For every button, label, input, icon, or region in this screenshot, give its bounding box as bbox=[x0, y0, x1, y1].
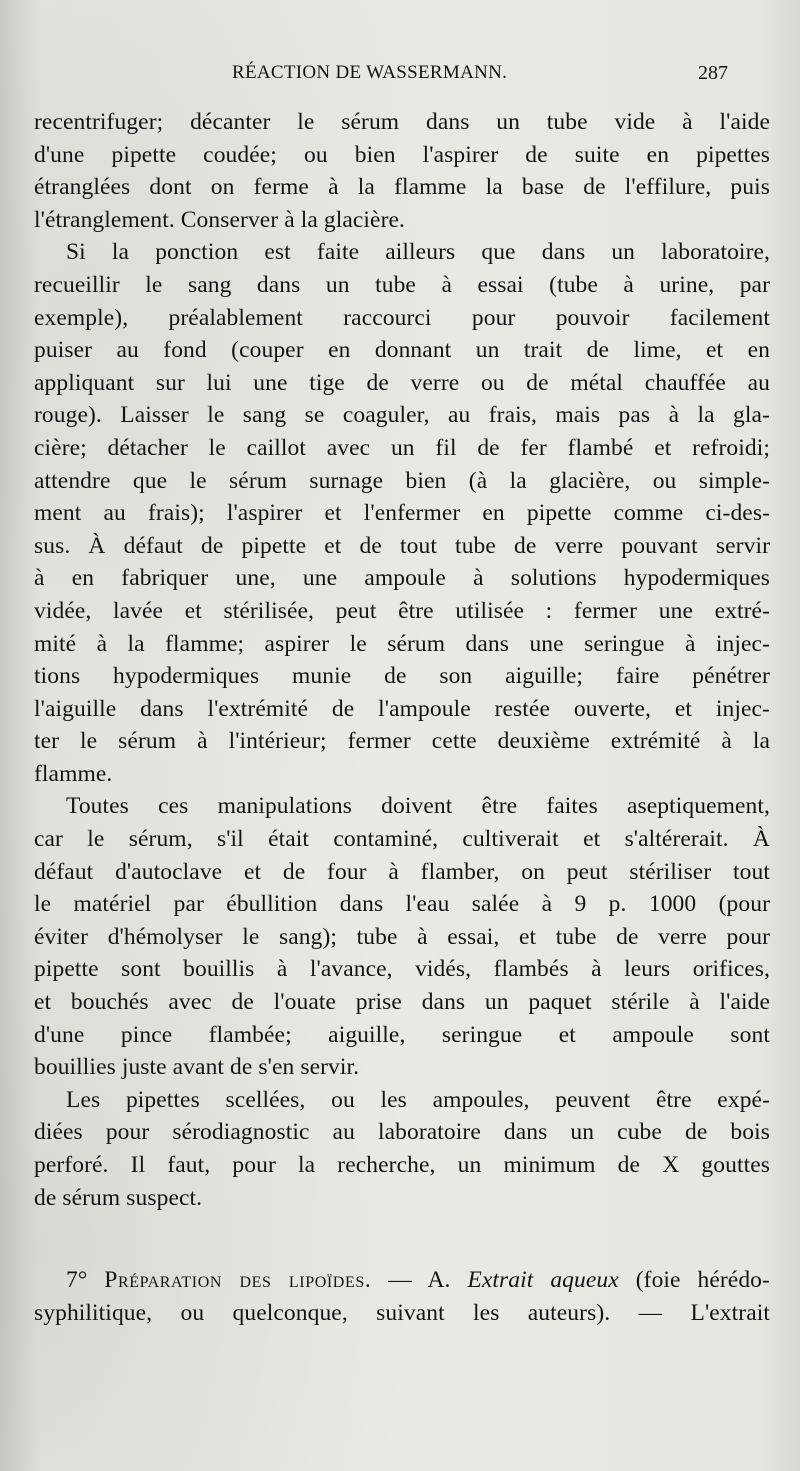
text-line: Les pipettes scellées, ou les ampoules, peuvent être expé- bbox=[66, 1086, 770, 1113]
section-heading-line bbox=[34, 1264, 770, 1297]
text-line: flamme. bbox=[34, 760, 113, 787]
text-line: car le sérum, s'il était contaminé, cultiverait et s'altérerait. À bbox=[34, 826, 770, 853]
text-line: ter le sérum à l'intérieur; fermer cette deuxième extrémité à la bbox=[34, 728, 770, 755]
text-line: perforé. Il faut, pour la recherche, un minimum de X gouttes bbox=[34, 1152, 770, 1178]
text-line: attendre que le sérum surnage bien (à la glacière, ou simple- bbox=[34, 467, 770, 494]
text-line: d'une pince flambée; aiguille, seringue et ampoule sont bbox=[34, 1021, 770, 1048]
text-line: recueillir le sang dans un tube à essai (tube à urine, par bbox=[34, 271, 770, 298]
section-subheading: A. bbox=[427, 1267, 451, 1294]
running-title: RÉACTION DE WASSERMANN. bbox=[232, 62, 508, 83]
text-line: syphilitique, ou quelconque, suivant les auteurs). — L'extrait bbox=[34, 1299, 770, 1326]
text-line: rouge). Laisser le sang se coaguler, au frais, mais pas à la gla- bbox=[34, 402, 770, 429]
text-line: l'aiguille dans l'extrémité de l'ampoule restée ouverte, et injec- bbox=[34, 695, 770, 722]
text-line: diées pour sérodiagnostic au laboratoire dans un cube de bois bbox=[34, 1119, 770, 1146]
text-line: ment au frais); l'aspirer et l'enfermer en pipette comme ci-des- bbox=[34, 500, 770, 527]
paragraph-3 bbox=[34, 790, 770, 1083]
text-line: tions hypodermiques munie de son aiguille; faire pénétrer bbox=[34, 663, 770, 690]
text-line: défaut d'autoclave et de four à flamber, on peut stériliser tout bbox=[34, 858, 770, 885]
section-heading-block bbox=[34, 1264, 770, 1329]
text-line: recentrifuger; décanter le sérum dans un tube vide à l'aide bbox=[34, 109, 770, 135]
text-line: de sérum suspect. bbox=[34, 1184, 203, 1211]
text-line: et bouchés avec de l'ouate prise dans un paquet stérile à l'aide bbox=[34, 989, 770, 1016]
paragraph-4 bbox=[34, 1084, 770, 1214]
text-line: sus. À défaut de pipette et de tout tube de verre pouvant servir bbox=[34, 532, 770, 559]
text-line: étranglées dont on ferme à la flamme la base de l'effilure, puis bbox=[34, 174, 770, 201]
text-line: vidée, lavée et stérilisée, peut être utilisée : fermer une extré- bbox=[34, 597, 770, 624]
section-number: 7° bbox=[66, 1267, 88, 1294]
paragraph-2 bbox=[34, 236, 770, 790]
page-number: 287 bbox=[698, 62, 728, 84]
section-gap bbox=[34, 1214, 770, 1264]
text-line: mité à la flamme; aspirer le sérum dans une seringue à injec- bbox=[34, 630, 770, 657]
text-line: éviter d'hémolyser le sang); tube à essai, et tube de verre pour bbox=[34, 923, 770, 950]
text-line: bouillies juste avant de s'en servir. bbox=[34, 1054, 360, 1081]
text-line: puiser au fond (couper en donnant un trait de lime, et en bbox=[34, 337, 770, 364]
section-heading: Préparation des lipoïdes. bbox=[104, 1267, 372, 1294]
text-line: cière; détacher le caillot avec un fil de fer flambé et refroidi; bbox=[34, 434, 770, 461]
paragraph-1 bbox=[34, 106, 770, 236]
text-line: Si la ponction est faite ailleurs que dans un laboratoire, bbox=[66, 239, 770, 266]
text-line: exemple), préalablement raccourci pour pouvoir facilement bbox=[34, 304, 770, 331]
text-line: l'étranglement. Conserver à la glacière. bbox=[34, 206, 406, 233]
text-line: d'une pipette coudée; ou bien l'aspirer de suite en pipettes bbox=[34, 141, 770, 168]
section-line-rest: (foie hérédo- bbox=[635, 1267, 770, 1294]
text-line: Toutes ces manipulations doivent être faites aseptiquement, bbox=[66, 793, 770, 820]
text-line: le matériel par ébullition dans l'eau salée à 9 p. 1000 (pour bbox=[34, 891, 770, 918]
running-header bbox=[0, 62, 800, 92]
body-text bbox=[34, 106, 770, 1329]
text-line: pipette sont bouillis à l'avance, vidés, flambés à leurs orifices, bbox=[34, 956, 770, 983]
text-line: appliquant sur lui une tige de verre ou de métal chauffée au bbox=[34, 369, 770, 396]
text-line: à en fabriquer une, une ampoule à solutions hypodermiques bbox=[34, 565, 770, 592]
section-dash: — bbox=[388, 1267, 412, 1294]
section-italic-term: Extrait aqueux bbox=[467, 1267, 619, 1294]
